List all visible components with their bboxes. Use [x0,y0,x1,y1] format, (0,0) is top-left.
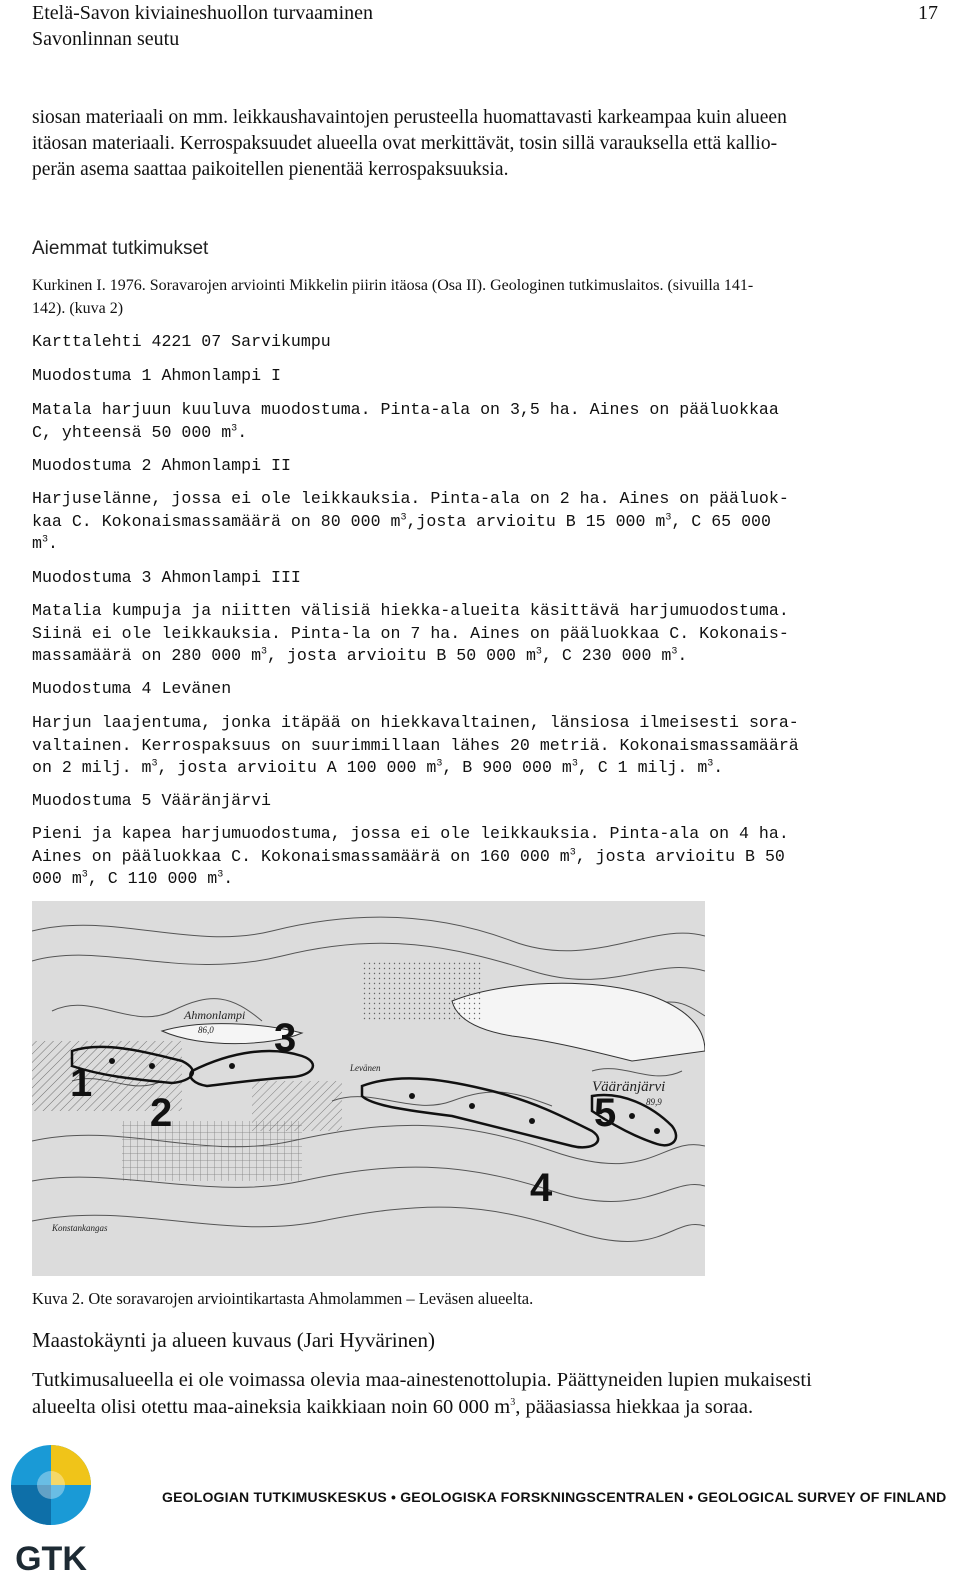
intro-line: siosan materiaali on mm. leikkaushavaintojen perusteella huomattavasti karkeampaa kuin alueen [32,107,787,128]
map-sheet-label: Karttalehti 4221 07 Sarvikumpu [32,332,331,351]
formation-4-text: Harjun laajentuma, jonka itäpää on hiekkavaltainen, länsiosa ilmeisesti sora- valtainen. Kerrospaksuus on suurimmillaan lähes 20 metriä. Kokonaismassamäärä on 2 milj. $m^3$, josta arvioitu A 100 000 $m^3$, B 900 000 $m^3$, C 1 milj. $m^3$. [32,713,799,777]
formation-4-title: Muodostuma 4 Levänen [32,679,232,698]
reference-line: 142). (kuva 2) [32,300,124,317]
map-label-3: 3 [274,1016,297,1060]
formation-5-title: Muodostuma 5 Vääränjärvi [32,791,271,810]
page-header [32,0,373,52]
formation-2-text: Harjuselänne, jossa ei ole leikkauksia. Pinta-ala on 2 ha. Aines on pääluok- kaa C. Kokonaismassamäärä on 80 000 $m^3,josta$ arvioitu B 15 000 $m^3$, C 65 000 $m^3$. [32,489,789,553]
page-number: 17 [918,2,938,24]
formation-5-text: Pieni ja kapea harjumuodostuma, jossa ei ole leikkauksia. Pinta-ala on 4 ha. Aines on pääluokkaa C. Kokonaismassamäärä on 160 000 $m^3$, josta arvioitu B 50 000 $m^3$, C 110 000 $m^3$. [32,824,789,888]
gtk-logo [6,1440,96,1580]
survey-line: Tutkimusalueella ei ole voimassa olevia maa-ainestenottolupia. Päättyneiden lupien mukaisesti [32,1369,812,1391]
survey-paragraph [32,1367,952,1421]
soil-resource-map [32,901,705,1276]
reference-line: Kurkinen I. 1976. Soravarojen arviointi Mikkelin piirin itäosa (Osa II). Geologinen tutkimuslaitos. (sivuilla 141- [32,277,754,294]
map-label-4: 4 [530,1166,553,1210]
reference-text [32,274,922,320]
map-elevation: 89,9 [646,1097,662,1107]
intro-line: itäosan materiaali. Kerrospaksuudet alueella ovat merkittävät, tosin sillä varauksella että kallio- [32,133,778,154]
map-label-2: 2 [150,1091,173,1135]
footer-organization: GEOLOGIAN TUTKIMUSKESKUS • GEOLOGISKA FORSKNINGSCENTRALEN • GEOLOGICAL SURVEY OF FINLAND [162,1489,947,1505]
section-heading-survey: Maastokäynti ja alueen kuvaus (Jari Hyvärinen) [32,1328,435,1352]
formation-3-title: Muodostuma 3 Ahmonlampi III [32,568,301,587]
gtk-logo-text: GTK [15,1540,87,1578]
map-place-ahmonlampi: Ahmonlampi [184,1008,246,1022]
map-label-5: 5 [594,1091,617,1135]
section-heading-previous: Aiemmat tutkimukset [32,238,209,259]
map-place-vaaranjarvi: Vääränjärvi [592,1079,666,1095]
formation-2-title: Muodostuma 2 Ahmonlampi II [32,456,291,475]
formation-1-title: Muodostuma 1 Ahmonlampi I [32,366,281,385]
survey-line: alueelta olisi otettu maa-aineksia kaikkiaan noin 60 000 $m^3$, pääasiassa hiekkaa ja soraa. [32,1396,754,1418]
intro-line: perän asema saattaa paikoitellen pienentää kerrospaksuuksia. [32,159,509,180]
map-place-konstankangas: Konstankangas [52,1223,108,1233]
formation-1-text: Matala harjuun kuuluva muodostuma. Pinta-ala on 3,5 ha. Aines on pääluokkaa C, yhteensä 50 000 $m^3$. [32,400,779,442]
map-label-1: 1 [70,1061,93,1105]
intro-paragraph [32,105,932,183]
map-place-levanen: Levänen [350,1063,381,1073]
figure-caption: Kuva 2. Ote soravarojen arviointikartasta Ahmolammen – Leväsen alueelta. [32,1289,534,1308]
formation-3-text: Matalia kumpuja ja niitten välisiä hiekka-alueita käsittävä harjumuodostuma. Siinä ei ole leikkauksia. Pinta-la on 7 ha. Aines on pääluokkaa C. Kokonais- massamäärä on 280 000 $m^3$, josta arvioitu B 50 000 $m^3$, C 230 000 $m^3$. [32,601,789,665]
map-elevation: 86,0 [198,1025,214,1035]
header-title: Etelä-Savon kiviaineshuollon turvaaminen [32,2,374,24]
header-subtitle: Savonlinnan seutu [32,28,180,50]
